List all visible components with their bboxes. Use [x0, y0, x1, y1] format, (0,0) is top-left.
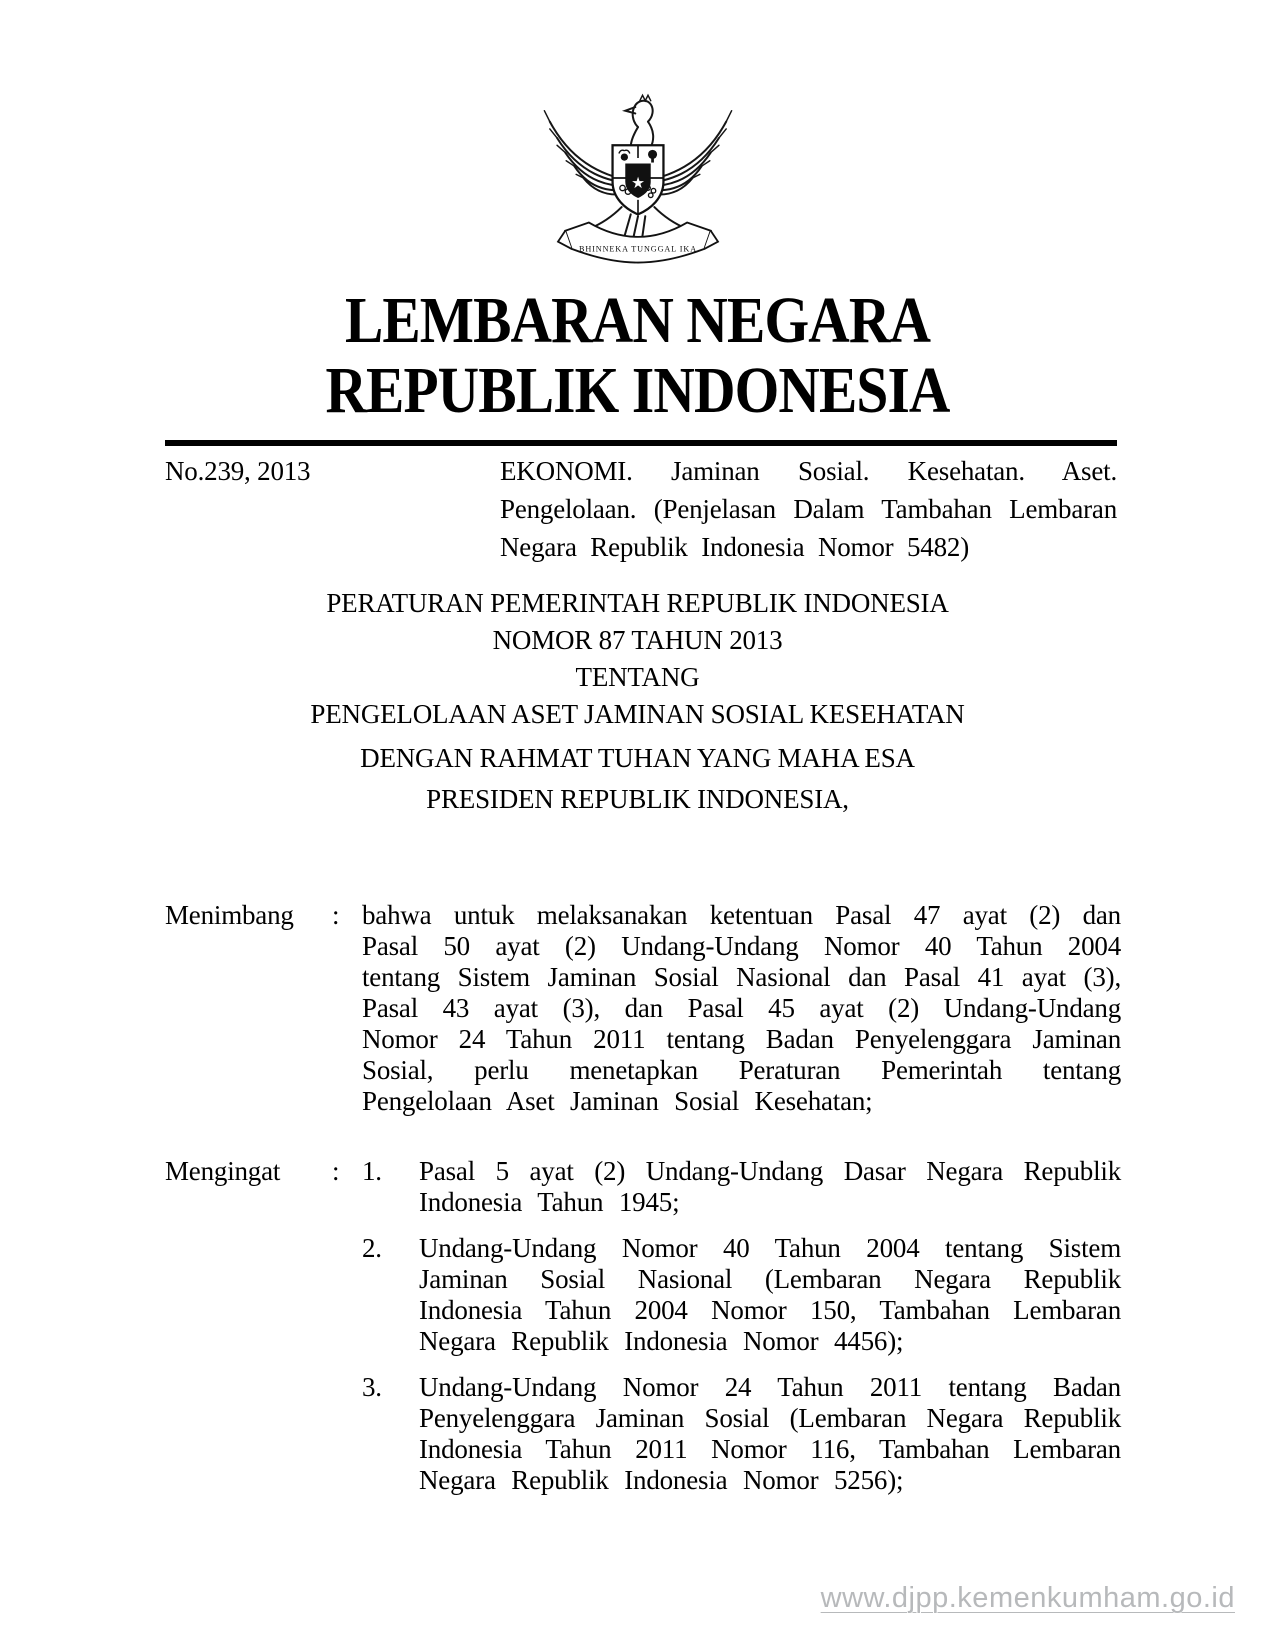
law-item-text: Pasal 5 ayat (2) Undang-Undang Dasar Negara Republik Indonesia Tahun 1945;: [419, 1156, 1121, 1217]
clause-menimbang-label: Menimbang: [165, 900, 294, 930]
masthead-line2: REPUBLIK INDONESIA: [325, 354, 950, 427]
regulation-title: [0, 585, 1275, 733]
clause-mengingat: [165, 1156, 1121, 1496]
invocation-line: DENGAN RAHMAT TUHAN YANG MAHA ESA: [360, 743, 915, 773]
emblem-motto: BHINNEKA TUNGGAL IKA: [578, 244, 697, 254]
law-item: [362, 1156, 1121, 1218]
issuer-line: PRESIDEN REPUBLIK INDONESIA,: [426, 784, 849, 814]
law-item-number: 2.: [362, 1233, 382, 1263]
law-item: [362, 1233, 1121, 1357]
star-icon: ★: [630, 175, 645, 192]
garuda-pancasila-emblem: [0, 82, 1275, 274]
masthead-title: [83, 286, 1192, 426]
regulation-title-line1: PERATURAN PEMERINTAH REPUBLIK INDONESIA: [326, 588, 949, 618]
garuda-eagle-icon: [538, 82, 738, 274]
regulation-title-line3: TENTANG: [575, 662, 700, 692]
law-item-number: 1.: [362, 1156, 382, 1186]
regulation-title-line2: NOMOR 87 TAHUN 2013: [492, 625, 783, 655]
clause-menimbang-text: bahwa untuk melaksanakan ketentuan Pasal 47 ayat (2) dan Pasal 50 ayat (2) Undang-Undang Nomor 40 Tahun 2004 tentang Sistem Jaminan Sosial Nasional dan Pasal 41 ayat (3), Pasal 43 ayat (3), dan Pasal 45 ayat (2) Undang-Undang Nomor 24 Tahun 2011 tentang Badan Penyelenggara Jaminan Sosial, perlu menetapkan Peraturan Pemerintah tentang Pengelolaan Aset Jaminan Sosial Kesehatan;: [362, 900, 1121, 1116]
law-item-number: 3.: [362, 1372, 382, 1402]
gazette-subject: EKONOMI. Jaminan Sosial. Kesehatan. Aset. Pengelolaan. (Penjelasan Dalam Tambahan Lembaran Negara Republik Indonesia Nomor 5482): [500, 456, 1117, 562]
regulation-title-line4: PENGELOLAAN ASET JAMINAN SOSIAL KESEHATAN: [310, 699, 965, 729]
masthead-rule: [165, 440, 1117, 446]
clause-mengingat-label: Mengingat: [165, 1156, 281, 1186]
watermark-url: www.djpp.kemenkumham.go.id: [820, 1582, 1235, 1614]
clause-menimbang: [165, 900, 1121, 1117]
law-item: [362, 1372, 1121, 1496]
law-item-text: Undang-Undang Nomor 40 Tahun 2004 tentang Sistem Jaminan Sosial Nasional (Lembaran Negara Republik Indonesia Tahun 2004 Nomor 150, Tambahan Lembaran Negara Republik Indonesia Nomor 4456);: [419, 1233, 1121, 1356]
gazette-number: No.239, 2013: [165, 456, 311, 486]
law-item-text: Undang-Undang Nomor 24 Tahun 2011 tentang Badan Penyelenggara Jaminan Sosial (Lembaran Negara Republik Indonesia Tahun 2011 Nomor 116, Tambahan Lembaran Negara Republik Indonesia Nomor 5256);: [419, 1372, 1121, 1495]
masthead-line1: LEMBARAN NEGARA: [344, 284, 931, 357]
clause-menimbang-separator: :: [332, 900, 340, 930]
clause-mengingat-separator: :: [332, 1156, 340, 1186]
gazette-header-row: [165, 452, 1117, 566]
